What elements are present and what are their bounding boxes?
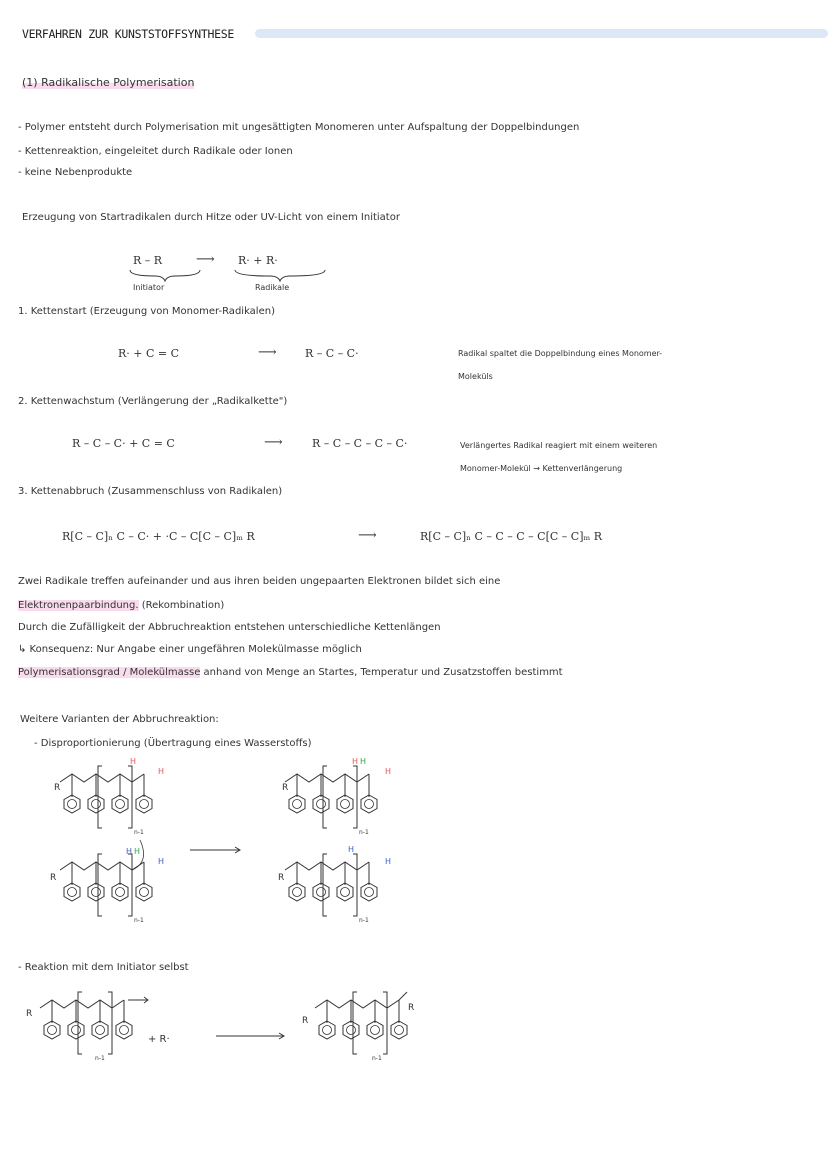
highlight-polymerization-degree: Polymerisationsgrad / Molekülmasse (18, 667, 201, 678)
bullet-3: - keine Nebenprodukte (18, 167, 133, 178)
step-2-equation-left: R – C – C· + C = C (72, 437, 175, 450)
initiator-reaction-heading: - Reaktion mit dem Initiator selbst (18, 962, 189, 973)
r-label: R (282, 783, 289, 793)
initiator-intro: Erzeugung von Startradikalen durch Hitze oder UV-Licht von einem Initiator (22, 212, 400, 223)
variants-heading: Weitere Varianten der Abbruchreaktion: (20, 714, 219, 725)
step-1-equation-left: R· + C = C (118, 347, 180, 360)
section-heading-text: (1) Radikalische Polymerisation (22, 76, 195, 89)
arrow-icon: ⟶ (196, 252, 215, 267)
step-3-equation-left: R[C – C]ₙ C – C· + ·C – C[C – C]ₘ R (62, 530, 255, 543)
step-1-note-1: Radikal spaltet die Doppelbindung eines Monomer- (458, 349, 663, 358)
r-label: R (408, 1003, 415, 1013)
n-label: n-1 (359, 829, 369, 836)
termination-line-1: Zwei Radikale treffen aufeinander und aus ihren beiden ungepaarten Elektronen bildet sich eine (18, 576, 501, 587)
n-label: n-1 (134, 829, 144, 836)
initiator-reaction-structures (20, 988, 440, 1068)
step-3-heading: 3. Kettenabbruch (Zusammenschluss von Radikalen) (18, 486, 283, 497)
arrow-icon: ⟶ (258, 345, 277, 360)
h-label-red: H (385, 767, 392, 776)
step-1-equation-right: R – C – C· (305, 347, 359, 360)
radicals-label: Radikale (255, 283, 290, 292)
arrow-icon: ⟶ (358, 528, 377, 543)
disproportionation-heading: - Disproportionierung (Übertragung eines Wasserstoffs) (34, 738, 312, 749)
initiator-left: R – R (133, 254, 163, 267)
bullet-1: - Polymer entsteht durch Polymerisation mit ungesättigten Monomeren unter Aufspaltung der Doppelbindungen (18, 122, 580, 133)
bullet-2: - Kettenreaktion, eingeleitet durch Radikale oder Ionen (18, 146, 293, 157)
recombination-text: (Rekombination) (141, 600, 225, 611)
r-label: R (50, 873, 57, 883)
page-title: VERFAHREN ZUR KUNSTSTOFFSYNTHESE (22, 27, 234, 41)
h-label-red: H (352, 757, 359, 766)
step-3-equation-right: R[C – C]ₙ C – C – C – C[C – C]ₘ R (420, 530, 603, 543)
step-2-note-2: Monomer-Molekül → Kettenverlängerung (460, 464, 623, 473)
title-underline-bar (255, 29, 828, 38)
h-label-green: H (134, 847, 141, 856)
h-label-red: H (130, 757, 137, 766)
h-label-green: H (360, 757, 367, 766)
h-label-blue: H (158, 857, 165, 866)
n-label: n-1 (359, 917, 369, 924)
termination-line-5 (18, 667, 563, 678)
h-label-blue: H (385, 857, 392, 866)
h-label-blue: H (348, 845, 355, 854)
section-heading (22, 76, 194, 89)
plus-radical: + R· (148, 1034, 170, 1045)
r-label: R (278, 873, 285, 883)
termination-line-5-rest: anhand von Menge an Startes, Temperatur und Zusatzstoffen bestimmt (203, 667, 563, 678)
initiator-right: R· + R· (238, 254, 278, 267)
n-label: n-1 (134, 917, 144, 924)
step-2-heading: 2. Kettenwachstum (Verlängerung der „Radikalkette") (18, 396, 288, 407)
initiator-label: Initiator (133, 283, 165, 292)
arrow-icon: ⟶ (264, 435, 283, 450)
h-label-blue: H (126, 847, 133, 856)
r-label: R (54, 783, 61, 793)
termination-line-4: ↳ Konsequenz: Nur Angabe einer ungefähren Molekülmasse möglich (18, 644, 362, 655)
step-2-equation-right: R – C – C – C – C· (312, 437, 408, 450)
initiator-braces (125, 268, 335, 284)
highlight-electron-pair: Elektronenpaarbindung. (18, 600, 139, 611)
termination-line-3: Durch die Zufälligkeit der Abbruchreaktion entstehen unterschiedliche Kettenlängen (18, 622, 441, 633)
step-1-note-2: Moleküls (458, 372, 493, 381)
n-label: n-1 (372, 1055, 382, 1062)
step-1-heading: 1. Kettenstart (Erzeugung von Monomer-Radikalen) (18, 306, 275, 317)
h-label-red: H (158, 767, 165, 776)
r-label: R (26, 1009, 33, 1019)
disproportionation-structures (40, 752, 460, 932)
n-label: n-1 (95, 1055, 105, 1062)
r-label: R (302, 1016, 309, 1026)
step-2-note-1: Verlängertes Radikal reagiert mit einem weiteren (460, 441, 658, 450)
termination-line-2 (18, 600, 224, 611)
